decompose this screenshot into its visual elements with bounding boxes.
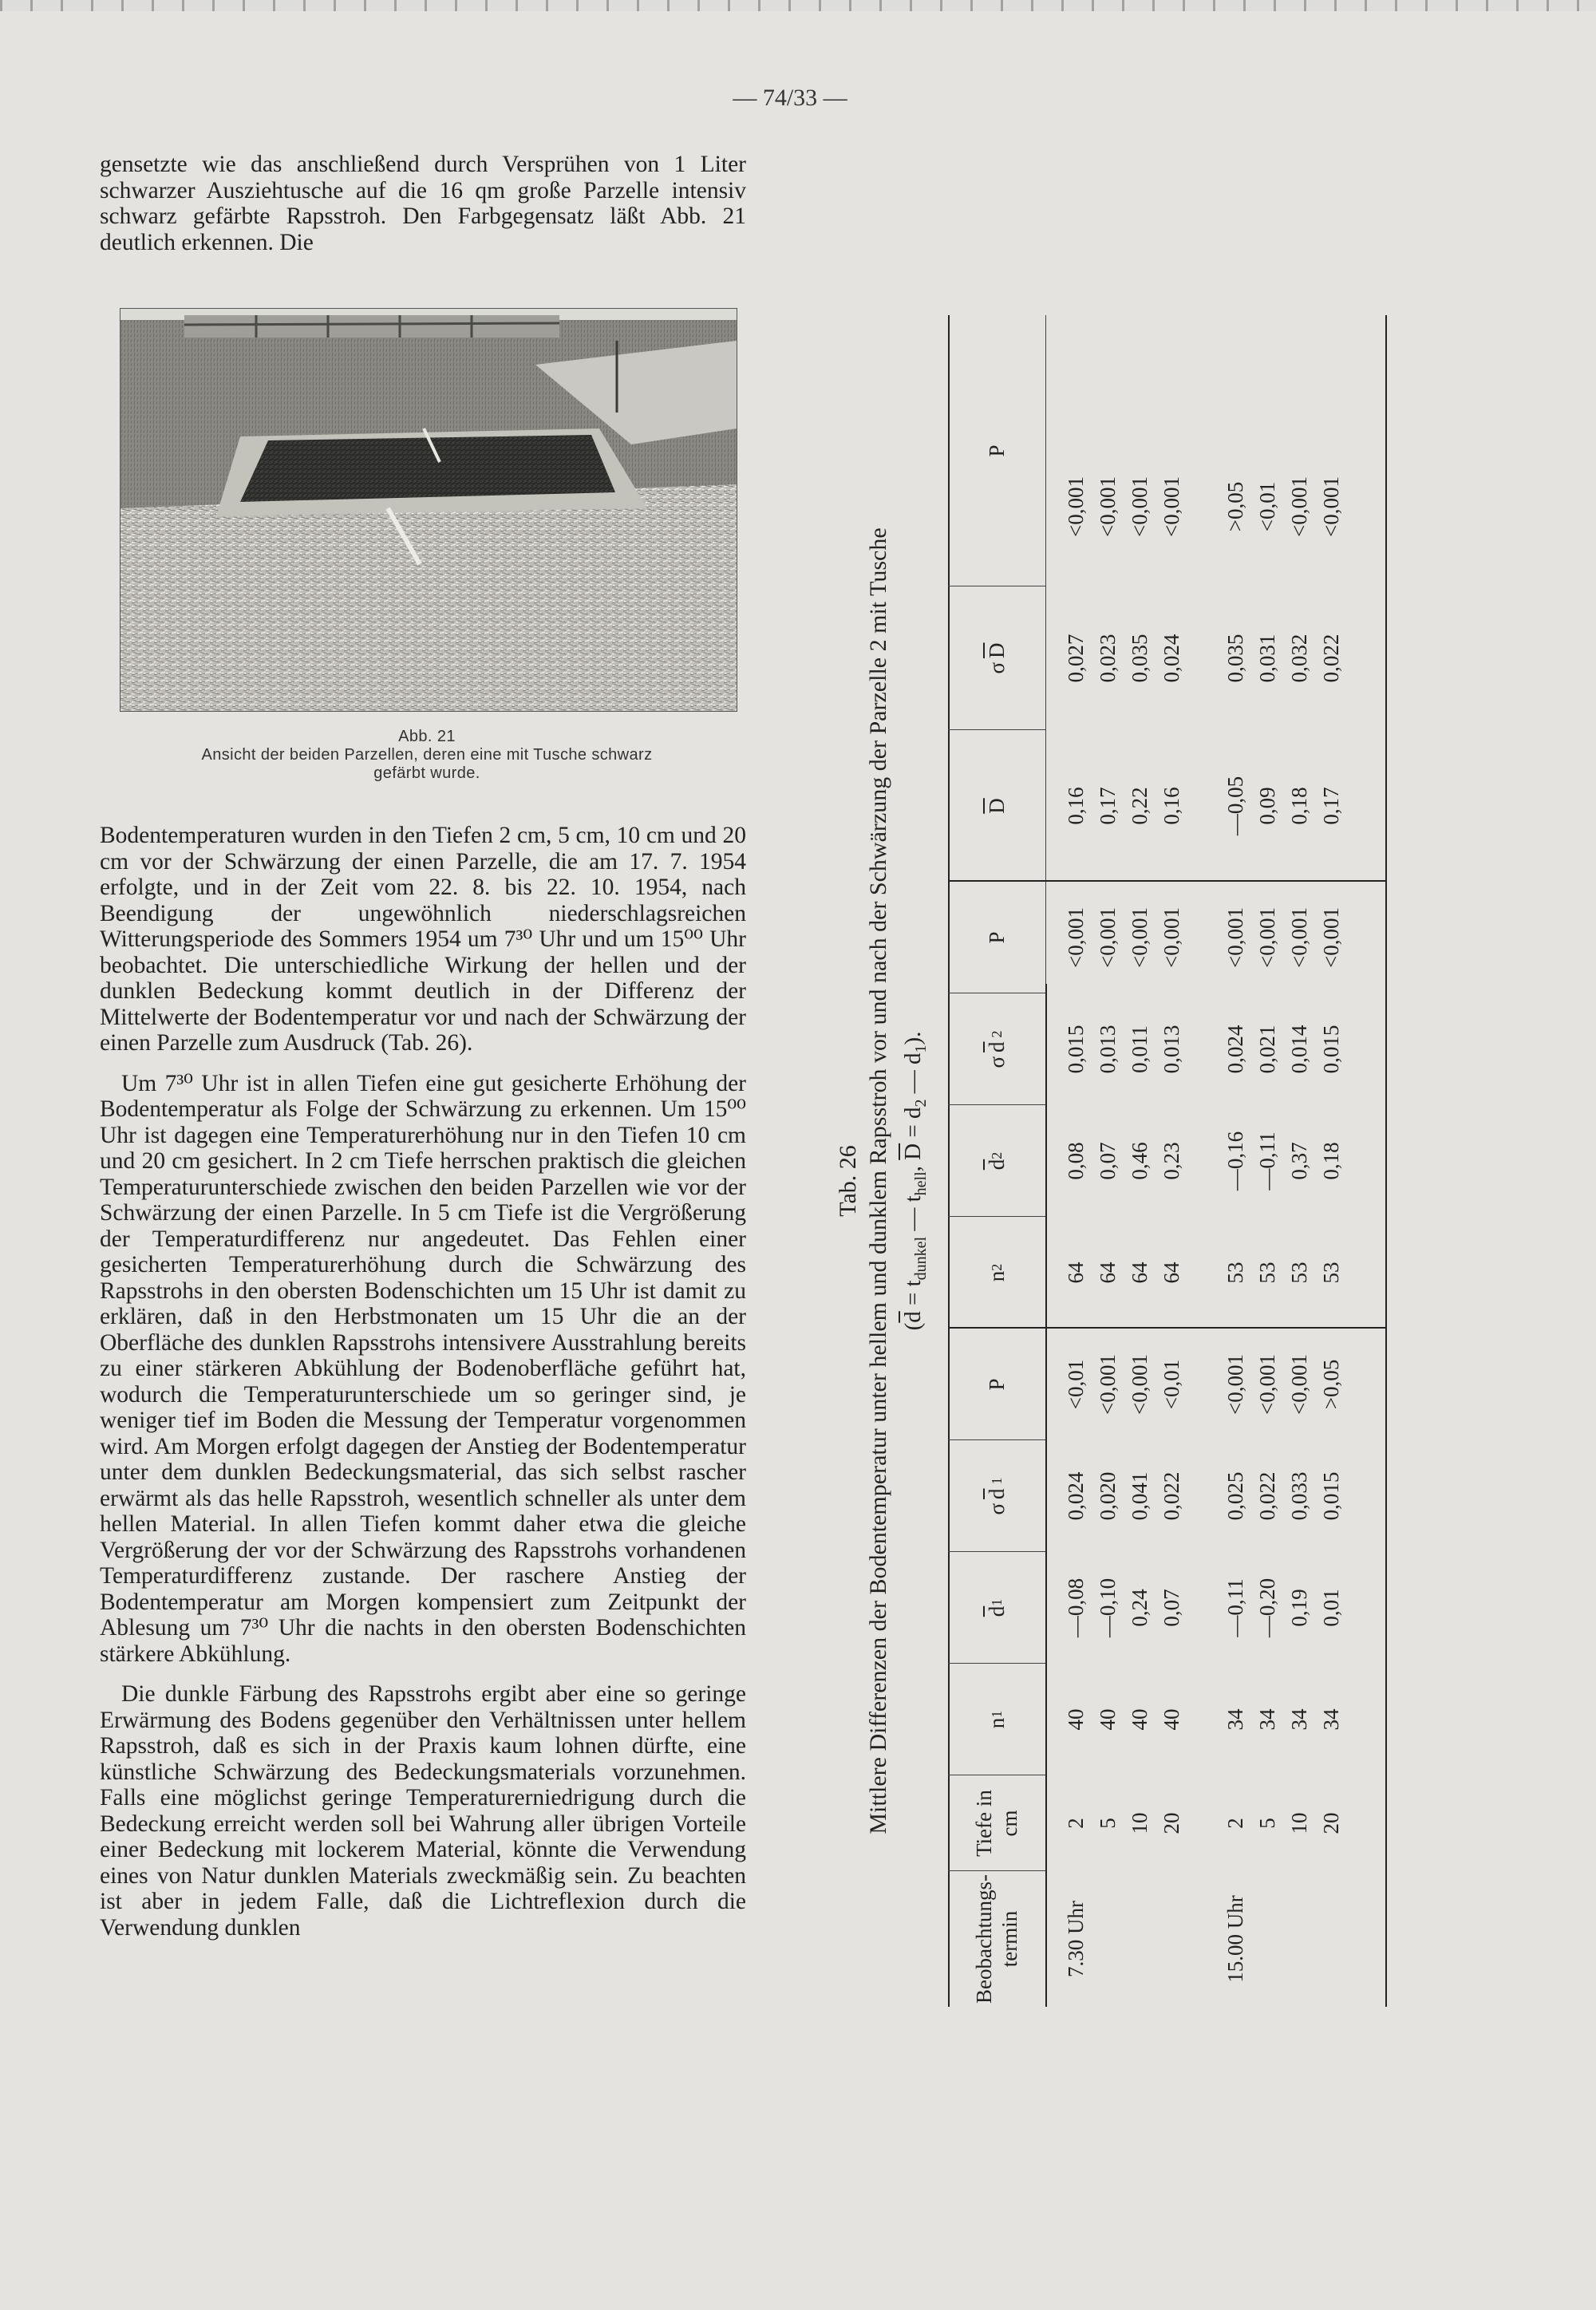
table-cell-tiefe: 5 bbox=[1096, 1818, 1120, 1829]
body-paragraph: Um 7³⁰ Uhr ist in allen Tiefen eine gut gesicherte Erhöhung der Bodentemperatur als Folge der Schwärzung zu erkennen. Um 15⁰⁰ Uhr ist dagegen eine Temperaturerhöhung nur in den Tiefen 10 cm und 20 cm gesichert. In 2 cm Tiefe herrschen praktisch die gleichen Temperaturunterschiede zwischen den beiden Parzellen wie vor der Schwärzung der einen Parzelle. In 5 cm Tiefe ist die Vergrößerung der Temperaturdifferenz nur angedeutet. Das Fehlen einer gesicherten Temperaturerhöhung durch die Schwärzung des Rapsstrohs in den obersten Bodenschichten um 15 Uhr ist damit zu erklären, daß in den Herbstmonaten um 15 Uhr die an der Oberfläche des dunklen Rapsstrohs intensivere Ausstrahlung bereits zu einer stärkeren Abkühlung der Bodenoberfläche geführt hat, wodurch die Temperaturunterschiede um so geringer sind, je weniger tief im Boden die Messung der Temperatur vorgenommen wird. Am Morgen erfolgt dagegen der Anstieg der Bodentemperatur unter dem dunklen Bedeckungsmaterial, das sich selbst rascher erwärmt als das helle Rapsstroh, wesentlich schneller als unter dem hellen Material. In allen Tiefen kommt daher etwa die gleiche Vergrößerung der vor der Schwärzung des Rapsstrohs vorhandenen Temperaturdifferenz zustande. Der raschere Anstieg der Bodentemperatur am Morgen kompensiert zum Zeitpunkt der Ablesung um 7³⁰ Uhr die nachts in den obersten Bodenschichten stärkere Abkühlung. bbox=[100, 1070, 746, 1667]
table-cell-tiefe: 10 bbox=[1128, 1812, 1152, 1834]
table-cell-sd1: 0,033 bbox=[1287, 1471, 1311, 1521]
table-cell-termin bbox=[1092, 1871, 1124, 2007]
header-d2-sub: 2 bbox=[989, 1151, 1005, 1159]
table-cell-n2: 64 bbox=[1128, 1262, 1152, 1284]
body-paragraph: Bodentemperaturen wurden in den Tiefen 2 cm, 5 cm, 10 cm und 20 cm vor der Schwärzung der einen Parzelle, die am 17. 7. 1954 erfolgte, und in der Zeit vom 22. 8. bis 22. 10. 1954, nach Beendigung der ungewöhnlich niederschlagsreichen Witterungsperiode des Sommers 1954 um 7³⁰ Uhr und um 15⁰⁰ Uhr beobachtet. Die unterschiedliche Wirkung der hellen und der dunklen Bedeckung kommt deutlich in der Differenz der Mittelwerte der Bodentemperatur vor und nach der Schwärzung der einen Parzelle zum Ausdruck (Tab. 26). bbox=[100, 823, 746, 1056]
table-cell-p1: <0,01 bbox=[1064, 1359, 1088, 1410]
header-sigma-d2-sub: 2 bbox=[989, 1030, 1005, 1038]
formula-text: = t bbox=[900, 1280, 926, 1312]
table-cell-tiefe: 20 bbox=[1159, 1812, 1183, 1834]
header-n2-sub: 2 bbox=[989, 1263, 1005, 1271]
table-cell-sD: 0,023 bbox=[1096, 634, 1120, 683]
table-cell-d1: —0,10 bbox=[1096, 1578, 1120, 1638]
table-cell-n2: 64 bbox=[1159, 1262, 1183, 1284]
formula-text: , bbox=[900, 1159, 926, 1172]
table-cell-D: 0,16 bbox=[1159, 787, 1183, 825]
table-cell-n1: 34 bbox=[1223, 1708, 1247, 1731]
table-cell-p1: <0,001 bbox=[1255, 1354, 1279, 1415]
header-d1 bbox=[948, 1552, 1045, 1664]
table-cell-D: 0,09 bbox=[1255, 787, 1279, 825]
table-cell-tiefe: 10 bbox=[1287, 1812, 1311, 1834]
formula-text: = d bbox=[900, 1107, 926, 1143]
table-cell-d1: —0,20 bbox=[1255, 1578, 1279, 1638]
table-cell-pD: <0,001 bbox=[1064, 476, 1088, 537]
table-cell-sD: 0,027 bbox=[1064, 634, 1088, 683]
table-cell-n1: 40 bbox=[1096, 1708, 1120, 1731]
table-cell-termin bbox=[1124, 1871, 1156, 2007]
figure-caption bbox=[88, 728, 766, 783]
body-paragraph: Die dunkle Färbung des Rapsstrohs ergibt aber eine so geringe Erwärmung des Bodens gegenüber den Verhältnissen unter hellem Rapsstroh, daß es sich in der Praxis kaum lohnen dürfte, eine künstliche Schwärzung des Bedeckungsmaterials vorzunehmen. Falls eine möglichst geringe Temperaturerniedrigung durch die Bedeckung erreicht werden soll bei Wahrung aller übrigen Vorteile einer Bedeckung mit lockerem Material, könnte die Verwendung eines von Natur dunklen Materials zweckmäßig sein. Zu beachten ist aber in jedem Falle, daß die Lichtreflexion durch die Verwendung dunklen bbox=[100, 1681, 746, 1941]
table-cell-n1: 34 bbox=[1319, 1708, 1343, 1731]
table-cell-n2: 53 bbox=[1287, 1262, 1311, 1284]
table-cell-sD: 0,035 bbox=[1223, 634, 1247, 683]
table-cell-d2: 0,08 bbox=[1064, 1142, 1088, 1180]
header-sigma-symbol: σ bbox=[985, 661, 1009, 674]
table-cell-d1: —0,11 bbox=[1223, 1578, 1247, 1637]
table-cell-d2: —0,11 bbox=[1255, 1131, 1279, 1191]
table-cell-D: 0,17 bbox=[1319, 787, 1343, 825]
table-cell-n2: 53 bbox=[1255, 1262, 1279, 1284]
table-cell-sd1: 0,022 bbox=[1159, 1471, 1183, 1521]
table-cell-sd2: 0,015 bbox=[1319, 1025, 1343, 1074]
table-cell-sD: 0,024 bbox=[1159, 634, 1183, 683]
header-p1: P bbox=[985, 1378, 1009, 1391]
formula-sub-dunkel: dunkel bbox=[911, 1236, 930, 1281]
table-cell-pD: <0,001 bbox=[1128, 476, 1152, 537]
table-header-rule bbox=[1045, 984, 1047, 2007]
table-cell-d2: 0,23 bbox=[1159, 1142, 1183, 1180]
table-cell-p1: <0,001 bbox=[1128, 1354, 1152, 1415]
header-sigma-d2-symbol: $\overline{d}$ bbox=[985, 1041, 1009, 1052]
formula-text: — t bbox=[900, 1195, 926, 1237]
page-top-edge bbox=[0, 0, 1596, 11]
table-cell-n1: 40 bbox=[1064, 1708, 1088, 1731]
table-subheader-rule bbox=[1045, 315, 1046, 984]
header-p2: P bbox=[985, 931, 1009, 944]
table-cell-p2: <0,001 bbox=[1319, 907, 1343, 968]
table-cell-n1: 40 bbox=[1128, 1708, 1152, 1731]
table-cell-n1: 34 bbox=[1287, 1708, 1311, 1731]
table-cell-sd1: 0,024 bbox=[1064, 1471, 1088, 1521]
table-cell-n2: 53 bbox=[1223, 1262, 1247, 1284]
table-cell-pD: <0,001 bbox=[1287, 476, 1311, 537]
header-D-symbol: $\overline{D}$ bbox=[985, 798, 1009, 814]
table-cell-p1: >0,05 bbox=[1319, 1359, 1343, 1410]
table-cell-p2: <0,001 bbox=[1287, 907, 1311, 968]
formula-sub-2: 2 bbox=[911, 1099, 930, 1108]
data-table bbox=[948, 315, 1385, 2007]
header-n2-symbol: n bbox=[985, 1270, 1009, 1282]
table-cell-sd2: 0,013 bbox=[1096, 1025, 1120, 1074]
table-cell-d1: 0,07 bbox=[1159, 1589, 1183, 1627]
table-cell-p1: <0,001 bbox=[1096, 1354, 1120, 1415]
intro-text-block bbox=[100, 152, 746, 255]
table-cell-sD: 0,035 bbox=[1128, 634, 1152, 683]
table-cell-tiefe: 2 bbox=[1223, 1818, 1247, 1829]
table-cell-d2: 0,37 bbox=[1287, 1142, 1311, 1180]
table-cell-termin bbox=[1156, 1871, 1187, 2007]
table-cell-sd2: 0,015 bbox=[1064, 1025, 1088, 1074]
table-cell-termin: 7.30 Uhr bbox=[1064, 1901, 1088, 1977]
header-sigma-D-symbol: $\overline{D}$ bbox=[985, 642, 1009, 658]
table-title: Mittlere Differenzen der Bodentemperatur unter hellem und dunklem Rapsstroh vor und nach der Schwärzung der Parzelle 2 mit Tusche bbox=[865, 527, 891, 1834]
formula-text: ). bbox=[900, 1031, 926, 1045]
table-cell-termin bbox=[1251, 1871, 1283, 2007]
table-cell-pD: <0,01 bbox=[1255, 481, 1279, 532]
table-cell-sD: 0,031 bbox=[1255, 634, 1279, 683]
table-cell-n2: 53 bbox=[1319, 1262, 1343, 1284]
table-cell-n1: 40 bbox=[1159, 1708, 1183, 1731]
header-sigma-D bbox=[948, 586, 1045, 730]
table-cell-d1: —0,08 bbox=[1064, 1578, 1088, 1638]
table-cell-d1: 0,19 bbox=[1287, 1589, 1311, 1627]
table-cell-D: —0,05 bbox=[1223, 776, 1247, 836]
table-formula: ($\overline{d} = t_{dunkel}$ — $t_{hell}$, $\overline{D} = d_2$ — $d_1$). bbox=[900, 1031, 930, 1331]
table-cell-pD: <0,001 bbox=[1159, 476, 1183, 537]
header-d1-symbol: $\overline{d}$ bbox=[985, 1605, 1009, 1617]
table-cell-p2: <0,001 bbox=[1128, 907, 1152, 968]
table-cell-tiefe: 2 bbox=[1064, 1818, 1088, 1829]
formula-D-symbol: $\overline{D}$ bbox=[900, 1143, 926, 1160]
header-sigma-symbol: σ bbox=[985, 1056, 1009, 1068]
body-text-block bbox=[100, 823, 746, 1941]
table-cell-sd2: 0,013 bbox=[1159, 1025, 1183, 1074]
header-termin: Beobachtungs-termin bbox=[972, 1874, 1021, 2004]
table-cell-sd1: 0,025 bbox=[1223, 1471, 1247, 1521]
table-cell-sD: 0,032 bbox=[1287, 634, 1311, 683]
table-cell-p2: <0,001 bbox=[1159, 907, 1183, 968]
figure-caption-line: Ansicht der beiden Parzellen, deren eine mit Tusche schwarz bbox=[201, 746, 653, 764]
header-d2 bbox=[948, 1105, 1045, 1217]
table-cell-sd2: 0,021 bbox=[1255, 1025, 1279, 1074]
header-sigma-d1 bbox=[948, 1440, 1045, 1552]
header-n1-symbol: n bbox=[985, 1717, 1009, 1729]
header-sigma-d1-symbol: $\overline{d}$ bbox=[985, 1488, 1009, 1499]
table-cell-sd1: 0,015 bbox=[1319, 1471, 1343, 1521]
formula-sub-1: 1 bbox=[911, 1044, 930, 1053]
table-cell-tiefe: 5 bbox=[1255, 1818, 1279, 1829]
formula-d-symbol: $\overline{d}$ bbox=[900, 1311, 926, 1323]
page-number: — 74/33 — bbox=[733, 85, 847, 111]
figure-label: Abb. 21 bbox=[398, 728, 456, 745]
table-cell-n2: 64 bbox=[1096, 1262, 1120, 1284]
table-cell-d2: 0,18 bbox=[1319, 1142, 1343, 1180]
table-cell-sd2: 0,014 bbox=[1287, 1025, 1311, 1074]
table-cell-p2: <0,001 bbox=[1064, 907, 1088, 968]
table-cell-d1: 0,24 bbox=[1128, 1589, 1152, 1627]
table-cell-d2: 0,46 bbox=[1128, 1142, 1152, 1180]
table-cell-d2: 0,07 bbox=[1096, 1142, 1120, 1180]
table-cell-pD: <0,001 bbox=[1096, 476, 1120, 537]
table-cell-D: 0,16 bbox=[1064, 787, 1088, 825]
header-sigma-d1-sub: 1 bbox=[989, 1477, 1005, 1485]
table-cell-d1: 0,01 bbox=[1319, 1589, 1343, 1627]
table-cell-D: 0,22 bbox=[1128, 787, 1152, 825]
table-cell-sd2: 0,024 bbox=[1223, 1025, 1247, 1074]
table-cell-sd1: 0,022 bbox=[1255, 1471, 1279, 1521]
header-tiefe: Tiefe in cm bbox=[972, 1790, 1021, 1857]
table-cell-sd2: 0,011 bbox=[1128, 1025, 1152, 1073]
table-cell-sd1: 0,041 bbox=[1128, 1471, 1152, 1521]
table-cell-pD: <0,001 bbox=[1319, 476, 1343, 537]
formula-text: — d bbox=[900, 1052, 926, 1100]
table-cell-p2: <0,001 bbox=[1255, 907, 1279, 968]
table-cell-termin bbox=[1315, 1871, 1347, 2007]
header-sigma-symbol: σ bbox=[985, 1502, 1009, 1515]
field-plots-photo bbox=[120, 308, 737, 712]
table-cell-D: 0,18 bbox=[1287, 787, 1311, 825]
table-cell-n2: 64 bbox=[1064, 1262, 1088, 1284]
table-cell-pD: >0,05 bbox=[1223, 481, 1247, 532]
table-cell-tiefe: 20 bbox=[1319, 1812, 1343, 1834]
table-cell-p2: <0,001 bbox=[1096, 907, 1120, 968]
table-cell-n1: 34 bbox=[1255, 1708, 1279, 1731]
table-cell-p2: <0,001 bbox=[1223, 907, 1247, 968]
table-26-rotated bbox=[833, 315, 1400, 2047]
table-label: Tab. 26 bbox=[835, 1145, 861, 1217]
table-cell-p1: <0,01 bbox=[1159, 1359, 1183, 1410]
table-cell-termin: 15.00 Uhr bbox=[1223, 1895, 1247, 1983]
header-sigma-d2 bbox=[948, 993, 1045, 1105]
header-n1 bbox=[948, 1664, 1045, 1775]
header-n2 bbox=[948, 1217, 1045, 1329]
header-D bbox=[948, 730, 1045, 882]
table-cell-p1: <0,001 bbox=[1223, 1354, 1247, 1415]
header-n1-sub: 1 bbox=[989, 1710, 1005, 1718]
figure-caption-line: gefärbt wurde. bbox=[373, 764, 480, 782]
header-d2-symbol: $\overline{d}$ bbox=[985, 1159, 1009, 1171]
table-cell-sD: 0,022 bbox=[1319, 634, 1343, 683]
table-cell-p1: <0,001 bbox=[1287, 1354, 1311, 1415]
table-cell-D: 0,17 bbox=[1096, 787, 1120, 825]
table-cell-d2: —0,16 bbox=[1223, 1131, 1247, 1191]
table-cell-termin bbox=[1283, 1871, 1315, 2007]
table-bottom-rule bbox=[1385, 315, 1387, 2007]
table-cell-sd1: 0,020 bbox=[1096, 1471, 1120, 1521]
header-d1-sub: 1 bbox=[989, 1598, 1005, 1606]
formula-sub-hell: hell bbox=[911, 1171, 930, 1196]
header-pD: P bbox=[985, 444, 1009, 457]
intro-paragraph: gensetzte wie das anschließend durch Versprühen von 1 Liter schwarzer Ausziehtusche auf die 16 qm große Parzelle intensiv schwarz gefärbte Rapsstroh. Den Farbgegensatz läßt Abb. 21 deutlich erkennen. Die bbox=[100, 152, 746, 255]
